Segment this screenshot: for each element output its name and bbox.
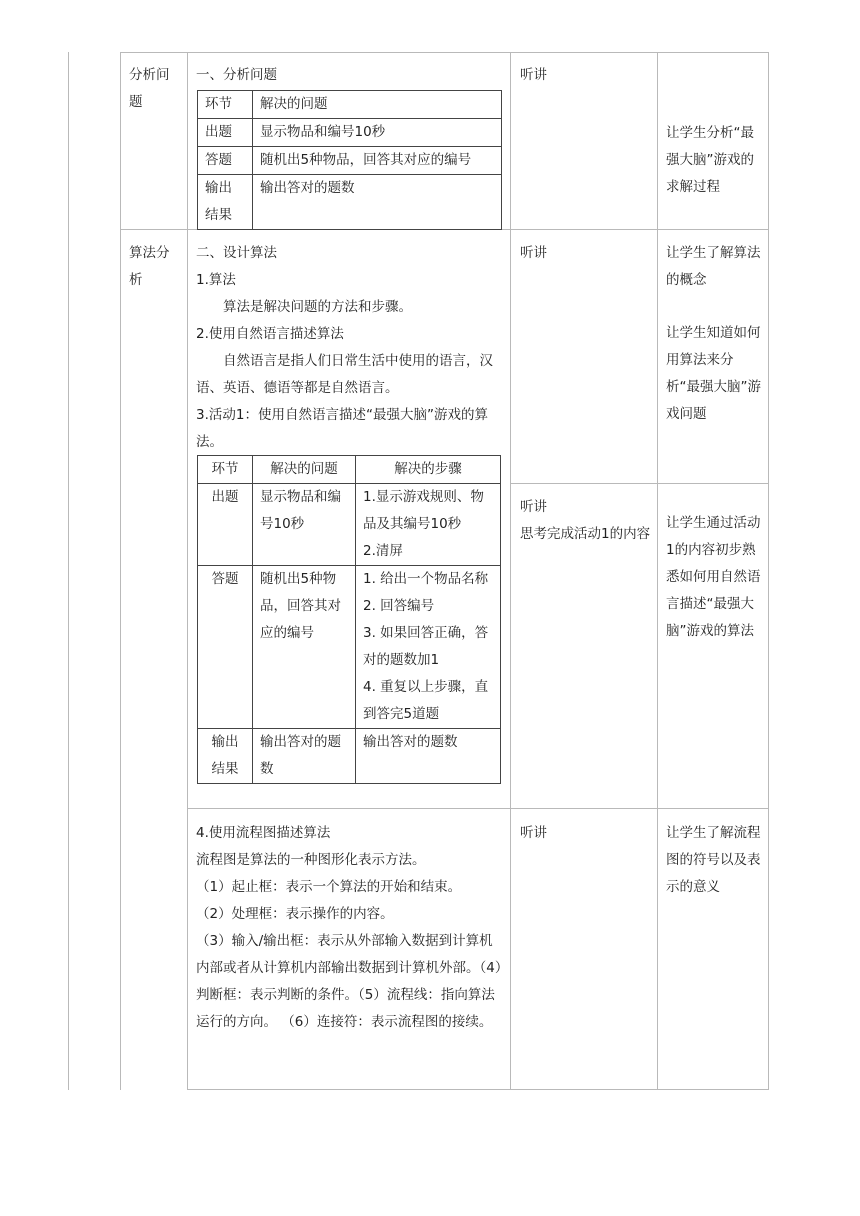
flowchart-text bbox=[196, 820, 504, 1036]
intent-analyze: 让学生分析“最强大脑”游戏的求解过程 bbox=[666, 125, 754, 195]
table-cell: 答题 bbox=[198, 147, 253, 175]
table-cell: 输出结果 bbox=[198, 729, 253, 784]
row-line-2 bbox=[510, 483, 769, 484]
table-cell: 1.显示游戏规则、物品及其编号10秒 2.清屏 bbox=[356, 484, 501, 566]
table-row bbox=[198, 729, 501, 784]
col-divider-3 bbox=[657, 52, 658, 1090]
table-header: 解决的步骤 bbox=[356, 456, 501, 484]
table-row bbox=[198, 566, 501, 729]
flowchart-symbol-terminal: （1）起止框：表示一个算法的开始和结束。 bbox=[196, 879, 462, 895]
left-margin-line bbox=[68, 52, 69, 1090]
table-row bbox=[198, 119, 502, 147]
flowchart-symbol-process: （2）处理框：表示操作的内容。 bbox=[196, 906, 394, 922]
table-border-right bbox=[768, 52, 769, 1090]
table-cell: 1. 给出一个物品名称 2. 回答编号 3. 如果回答正确，答对的题数加1 4. 重复以上步骤，直到答完5道题 bbox=[356, 566, 501, 729]
intent-algorithm-concept: 让学生了解算法的概念 bbox=[666, 245, 761, 288]
table-cell: 随机出5种物品，回答其对应的编号 bbox=[253, 147, 502, 175]
table-header: 解决的问题 bbox=[253, 91, 502, 119]
algorithm-text bbox=[196, 240, 504, 456]
section-title-design: 二、设计算法 bbox=[196, 245, 277, 261]
activity-flowchart: 听讲 bbox=[520, 825, 547, 841]
section-title-analyze: 一、分析问题 bbox=[196, 67, 277, 83]
analysis-table bbox=[197, 90, 502, 230]
table-row bbox=[198, 484, 501, 566]
activity-algorithm: 听讲 bbox=[520, 245, 547, 261]
intent-activity-1: 让学生通过活动1的内容初步熟悉如何用自然语言描述“最强大脑”游戏的算法 bbox=[666, 515, 761, 639]
table-cell: 随机出5种物品，回答其对应的编号 bbox=[253, 566, 356, 729]
table-row bbox=[198, 91, 502, 119]
row-line-bottom bbox=[187, 1089, 769, 1090]
table-cell: 输出答对的题数 bbox=[253, 175, 502, 230]
table-cell: 显示物品和编号10秒 bbox=[253, 119, 502, 147]
table-cell: 出题 bbox=[198, 119, 253, 147]
algorithm-definition: 算法是解决问题的方法和步骤。 bbox=[223, 299, 412, 315]
activity-think: 思考完成活动1的内容 bbox=[520, 526, 651, 542]
stage-label-algorithm: 算法分析 bbox=[129, 245, 170, 288]
table-border-left bbox=[120, 52, 121, 1090]
activity-1-instruction: 3.活动1：使用自然语言描述“最强大脑”游戏的算法。 bbox=[196, 407, 488, 450]
col-divider-2 bbox=[510, 52, 511, 1090]
table-header: 环节 bbox=[198, 91, 253, 119]
col-divider-1 bbox=[187, 52, 188, 1090]
table-cell: 输出结果 bbox=[198, 175, 253, 230]
flowchart-symbol-io: （3）输入/输出框：表示从外部输入数据到计算机内部或者从计算机内部输出数据到计算机外部。（4）判断框：表示判断的条件。（5）流程线：指向算法运行的方向。 （6）连接符：表示流程图的接续。 bbox=[196, 933, 502, 1030]
table-cell: 答题 bbox=[198, 566, 253, 729]
table-header: 环节 bbox=[198, 456, 253, 484]
subsection-natural-language: 2.使用自然语言描述算法 bbox=[196, 326, 344, 342]
table-row bbox=[198, 175, 502, 230]
intent-flowchart: 让学生了解流程图的符号以及表示的意义 bbox=[666, 825, 761, 895]
activity-analyze: 听讲 bbox=[520, 67, 547, 83]
stage-label-analyze: 分析问题 bbox=[129, 67, 170, 110]
table-cell: 输出答对的题数 bbox=[356, 729, 501, 784]
table-row bbox=[198, 147, 502, 175]
flowchart-definition: 流程图是算法的一种图形化表示方法。 bbox=[196, 852, 426, 868]
activity-listen: 听讲 bbox=[520, 499, 547, 515]
subsection-algorithm: 1.算法 bbox=[196, 272, 236, 288]
natural-language-definition: 自然语言是指人们日常生活中使用的语言，汉语、英语、德语等都是自然语言。 bbox=[196, 353, 493, 396]
table-cell: 出题 bbox=[198, 484, 253, 566]
row-line-top bbox=[120, 52, 769, 53]
table-cell: 输出答对的题数 bbox=[253, 729, 356, 784]
subsection-flowchart: 4.使用流程图描述算法 bbox=[196, 825, 331, 841]
table-cell: 显示物品和编号10秒 bbox=[253, 484, 356, 566]
row-line-3 bbox=[187, 808, 769, 809]
algorithm-steps-table bbox=[197, 455, 501, 784]
intent-algorithm-analysis: 让学生知道如何用算法来分析“最强大脑”游戏问题 bbox=[666, 325, 761, 422]
table-header: 解决的问题 bbox=[253, 456, 356, 484]
table-row bbox=[198, 456, 501, 484]
